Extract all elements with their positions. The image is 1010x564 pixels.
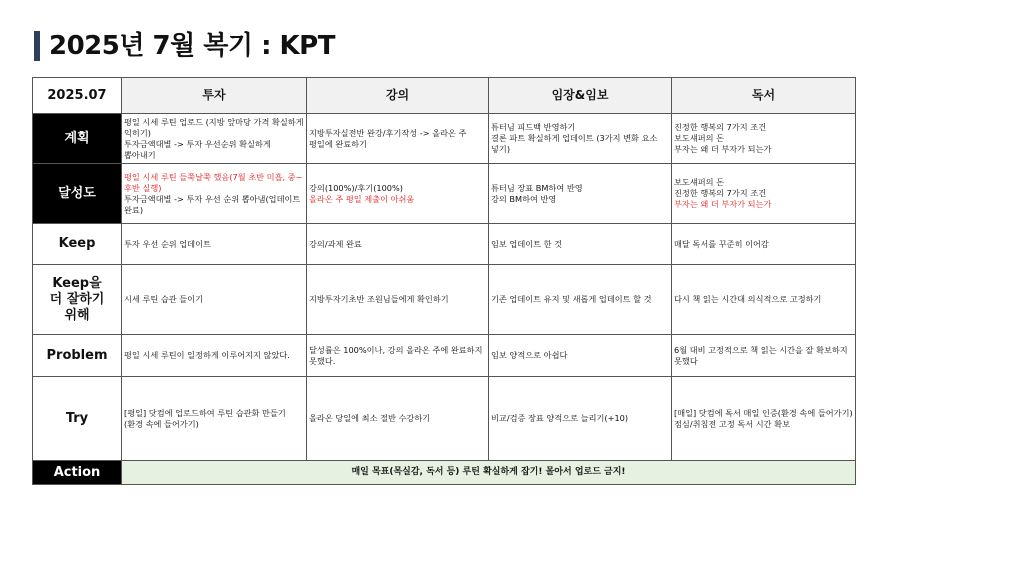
action-text-cell: 매일 목표(목실감, 독서 등) 루틴 확실하게 잡기! 몰아서 업로드 금지! [122,461,856,485]
keep-lecture-cell: 강의/과제 완료 [307,224,489,265]
cell-text: 튜터님 장표 BM하여 반영 [491,182,583,193]
achievement-imjang-cell [489,164,672,224]
cell-text: 점심/취침전 고정 독서 시간 확보 [674,418,790,429]
problem-row [33,335,856,377]
header-row [33,78,856,114]
keep-better-imjang-cell: 기존 업데이트 유지 및 새롭게 업데이트 할 것 [489,265,672,335]
achievement-lecture-cell [307,164,489,224]
try-imjang-cell [489,377,672,461]
cell-text: 결론 파트 확실하게 업데이트 (3가지 변화 요소 넣기) [491,133,658,154]
page-title: 2025년 7월 복기 : KPT [49,31,335,61]
cell-text: 강의(100%)/후기(100%) [309,182,403,193]
try-lecture-cell [307,377,489,461]
keep-imjang-cell: 임보 업데이트 한 것 [489,224,672,265]
title-area [34,30,335,62]
achievement-row [33,164,856,224]
keep-reading-cell: 매달 독서를 꾸준히 이어감 [672,224,856,265]
keep-better-reading-cell: 다시 책 읽는 시간대 의식적으로 고정하기 [672,265,856,335]
try-reading-cell [672,377,856,461]
column-header-lecture: 강의 [307,78,489,114]
cell-text: 평일 시세 루틴 업로드 (지방 앞마당 가격 확실하게 익히기) [124,116,304,138]
problem-invest-cell: 평일 시세 루틴이 일정하게 이루어지지 않았다. [122,335,307,377]
cell-text: 강의 BM하여 반영 [491,193,557,204]
row-header-achievement: 달성도 [33,164,122,224]
cell-text: 투자금액대별 -> 투자 우선순위 확실하게 뽑아내기 [124,138,271,160]
cell-text: 비교/검증 장표 양적으로 늘리기(+10) [491,413,629,423]
keep-better-row [33,265,856,335]
row-header-action: Action [33,461,122,485]
try-invest-cell [122,377,307,461]
plan-reading-cell [672,114,856,164]
action-row [33,461,856,485]
cell-text: 올라온 당일에 최소 절반 수강하기 [309,413,431,423]
cell-text: 보도섀퍼의 돈 [674,177,725,187]
problem-lecture-cell: 달성률은 100%이나, 강의 올라온 주에 완료하지 못했다. [307,335,489,377]
row-header-line: 더 잘하기 위해 [49,291,105,323]
row-header-keep-better [33,265,122,335]
keep-row [33,224,856,265]
row-header-line: Keep을 [52,275,102,291]
cell-text-highlight: 평일 시세 루틴 들쭉날쭉 했음(7월 초반 미흡, 중~후반 실행) [124,171,303,193]
row-header-keep: Keep [33,224,122,265]
cell-text: 진정한 행복의 7가지 조건 [674,188,767,198]
row-header-problem: Problem [33,335,122,377]
cell-text: [매일] 닷컴에 독서 매일 인증(환경 속에 들어가기) [674,407,853,418]
keep-better-lecture-cell: 지방투자기초반 조원님들에게 확인하기 [307,265,489,335]
column-header-reading: 독서 [672,78,856,114]
cell-text: 진정한 행복의 7가지 조건 [674,122,767,132]
problem-imjang-cell: 임보 양적으로 아쉽다 [489,335,672,377]
achievement-reading-cell [672,164,856,224]
cell-text: 보도섀퍼의 돈 [674,133,725,143]
cell-text: [평일] 닷컴에 업로드하여 루틴 습관화 만들기(환경 속에 들어가기) [124,407,286,429]
cell-text: 투자금액대별 -> 투자 우선 순위 뽑아냄(업데이트 완료) [124,193,301,215]
cell-text-highlight: 올라온 주 평일 제출이 아쉬움 [309,193,415,204]
column-header-invest: 투자 [122,78,307,114]
column-header-imjang: 임장&임보 [489,78,672,114]
kpt-table [32,77,856,485]
corner-cell: 2025.07 [33,78,122,114]
row-header-try: Try [33,377,122,461]
problem-reading-cell: 6월 대비 고정적으로 책 읽는 시간을 잘 확보하지 못했다 [672,335,856,377]
cell-text-highlight: 부자는 왜 더 부자가 되는가 [674,199,772,209]
cell-text: 튜터님 피드백 반영하기 [491,122,576,132]
cell-text: 부자는 왜 더 부자가 되는가 [674,144,772,154]
keep-better-invest-cell: 시세 루틴 습관 들이기 [122,265,307,335]
title-accent-bar [34,31,40,61]
cell-text: 지방투자실전반 완강/후기작성 -> 올라온 주 평일에 완료하기 [309,127,467,149]
keep-invest-cell: 투자 우선 순위 업데이트 [122,224,307,265]
plan-lecture-cell [307,114,489,164]
plan-invest-cell [122,114,307,164]
try-row [33,377,856,461]
row-header-plan: 계획 [33,114,122,164]
plan-imjang-cell [489,114,672,164]
plan-row [33,114,856,164]
achievement-invest-cell [122,164,307,224]
